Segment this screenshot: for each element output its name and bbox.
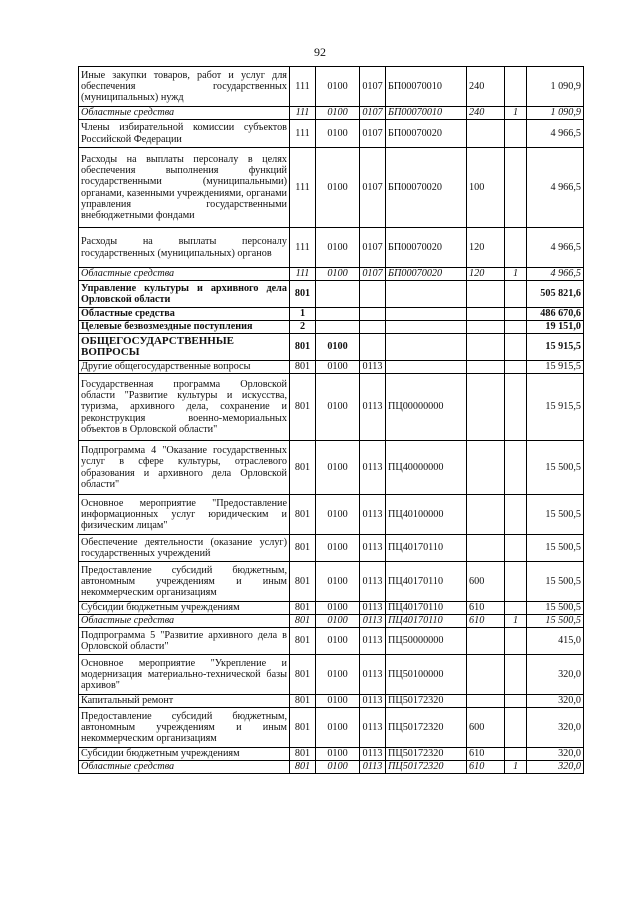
row-name-cell: Основное мероприятие "Укрепление и модернизация материально-технической базы архивов" (79, 655, 290, 695)
expense-type-cell: 240 (467, 107, 505, 120)
section-cell: 0100 (316, 495, 360, 535)
section-cell (316, 308, 360, 321)
admin-code-cell: 2 (290, 321, 316, 334)
admin-code-cell: 801 (290, 441, 316, 495)
expense-type-cell: 120 (467, 228, 505, 268)
subsection-cell (360, 281, 386, 308)
table-row (79, 148, 584, 228)
subsection-cell: 0113 (360, 441, 386, 495)
target-article-cell (386, 308, 467, 321)
section-cell: 0100 (316, 628, 360, 655)
section-cell: 0100 (316, 535, 360, 562)
page-number: 92 (314, 45, 326, 59)
target-article-cell: ПЦ40100000 (386, 495, 467, 535)
subsection-cell (360, 334, 386, 361)
admin-code-cell: 111 (290, 228, 316, 268)
funding-source-cell (505, 148, 527, 228)
amount-cell: 15 500,5 (527, 615, 584, 628)
section-cell: 0100 (316, 268, 360, 281)
amount-cell: 505 821,6 (527, 281, 584, 308)
row-name-cell: Субсидии бюджетным учреждениям (79, 602, 290, 615)
expense-type-cell (467, 441, 505, 495)
table-row (79, 374, 584, 441)
table-row (79, 748, 584, 761)
amount-cell: 4 966,5 (527, 148, 584, 228)
funding-source-cell (505, 748, 527, 761)
amount-cell: 4 966,5 (527, 228, 584, 268)
subsection-cell: 0113 (360, 628, 386, 655)
row-name-cell: Основное мероприятие "Предоставление информационных услуг юридическим и физическим лицам" (79, 495, 290, 535)
expense-type-cell (467, 281, 505, 308)
expense-type-cell (467, 655, 505, 695)
expense-type-cell: 600 (467, 562, 505, 602)
funding-source-cell (505, 321, 527, 334)
admin-code-cell: 801 (290, 361, 316, 374)
table-row (79, 67, 584, 107)
amount-cell: 15 500,5 (527, 562, 584, 602)
section-cell: 0100 (316, 708, 360, 748)
admin-code-cell: 801 (290, 628, 316, 655)
row-name-cell: Предоставление субсидий бюджетным, автономным учреждениям и иным некоммерческим организациям (79, 708, 290, 748)
amount-cell: 320,0 (527, 761, 584, 774)
amount-cell: 320,0 (527, 695, 584, 708)
subsection-cell: 0113 (360, 655, 386, 695)
admin-code-cell: 801 (290, 602, 316, 615)
subsection-cell: 0107 (360, 107, 386, 120)
section-cell: 0100 (316, 562, 360, 602)
row-name-cell: Иные закупки товаров, работ и услуг для обеспечения государственных (муниципальных) нужд (79, 67, 290, 107)
subsection-cell: 0113 (360, 374, 386, 441)
subsection-cell: 0113 (360, 615, 386, 628)
row-name-cell: Подпрограмма 4 "Оказание государственных услуг в сфере культуры, отраслевого образования и архивного дела Орловской области" (79, 441, 290, 495)
target-article-cell: БП00070020 (386, 148, 467, 228)
table-row (79, 281, 584, 308)
target-article-cell: ПЦ50172320 (386, 748, 467, 761)
amount-cell: 15 915,5 (527, 374, 584, 441)
table-row (79, 334, 584, 361)
table-row (79, 361, 584, 374)
row-name-cell: ОБЩЕГОСУДАРСТВЕННЫЕ ВОПРОСЫ (79, 334, 290, 361)
table-row (79, 708, 584, 748)
funding-source-cell: 1 (505, 268, 527, 281)
funding-source-cell (505, 562, 527, 602)
target-article-cell (386, 334, 467, 361)
amount-cell: 15 500,5 (527, 535, 584, 562)
expense-type-cell (467, 374, 505, 441)
subsection-cell: 0113 (360, 695, 386, 708)
row-name-cell: Капитальный ремонт (79, 695, 290, 708)
table-row (79, 602, 584, 615)
subsection-cell: 0113 (360, 748, 386, 761)
admin-code-cell: 801 (290, 374, 316, 441)
subsection-cell: 0107 (360, 228, 386, 268)
expense-type-cell (467, 495, 505, 535)
row-name-cell: Обеспечение деятельности (оказание услуг) государственных учреждений (79, 535, 290, 562)
table-row (79, 321, 584, 334)
subsection-cell: 0113 (360, 535, 386, 562)
table-row (79, 107, 584, 120)
funding-source-cell (505, 535, 527, 562)
target-article-cell (386, 361, 467, 374)
table-row (79, 562, 584, 602)
section-cell: 0100 (316, 361, 360, 374)
subsection-cell: 0107 (360, 148, 386, 228)
row-name-cell: Расходы на выплаты персоналу в целях обеспечения выполнения функций государственными (муниципальными) органами, казенными учреждениями, органами управления государственными внебюджетными фондами (79, 148, 290, 228)
section-cell: 0100 (316, 748, 360, 761)
expense-type-cell (467, 321, 505, 334)
row-name-cell: Областные средства (79, 308, 290, 321)
admin-code-cell: 801 (290, 748, 316, 761)
section-cell: 0100 (316, 615, 360, 628)
subsection-cell: 0113 (360, 708, 386, 748)
amount-cell: 15 500,5 (527, 602, 584, 615)
funding-source-cell (505, 628, 527, 655)
target-article-cell: БП00070020 (386, 268, 467, 281)
target-article-cell: ПЦ00000000 (386, 374, 467, 441)
amount-cell: 15 915,5 (527, 361, 584, 374)
section-cell: 0100 (316, 107, 360, 120)
target-article-cell: ПЦ50172320 (386, 761, 467, 774)
table-row (79, 120, 584, 148)
expense-type-cell: 240 (467, 67, 505, 107)
subsection-cell: 0113 (360, 602, 386, 615)
expense-type-cell: 610 (467, 761, 505, 774)
target-article-cell: БП00070020 (386, 120, 467, 148)
subsection-cell: 0107 (360, 120, 386, 148)
section-cell: 0100 (316, 148, 360, 228)
table-row (79, 655, 584, 695)
target-article-cell: ПЦ40170110 (386, 602, 467, 615)
target-article-cell: ПЦ50000000 (386, 628, 467, 655)
admin-code-cell: 801 (290, 695, 316, 708)
section-cell: 0100 (316, 374, 360, 441)
target-article-cell: ПЦ40000000 (386, 441, 467, 495)
expense-type-cell: 600 (467, 708, 505, 748)
target-article-cell: БП00070010 (386, 67, 467, 107)
table-row (79, 441, 584, 495)
subsection-cell (360, 308, 386, 321)
target-article-cell (386, 321, 467, 334)
funding-source-cell (505, 228, 527, 268)
admin-code-cell: 111 (290, 120, 316, 148)
expense-type-cell: 100 (467, 148, 505, 228)
admin-code-cell: 801 (290, 281, 316, 308)
section-cell: 0100 (316, 67, 360, 107)
budget-table (78, 66, 584, 774)
funding-source-cell (505, 708, 527, 748)
row-name-cell: Областные средства (79, 107, 290, 120)
funding-source-cell (505, 334, 527, 361)
amount-cell: 19 151,0 (527, 321, 584, 334)
funding-source-cell (505, 495, 527, 535)
table-row (79, 495, 584, 535)
expense-type-cell: 610 (467, 748, 505, 761)
expense-type-cell: 120 (467, 268, 505, 281)
amount-cell: 15 915,5 (527, 334, 584, 361)
admin-code-cell: 801 (290, 655, 316, 695)
subsection-cell: 0113 (360, 761, 386, 774)
expense-type-cell (467, 308, 505, 321)
section-cell (316, 281, 360, 308)
target-article-cell: ПЦ50172320 (386, 695, 467, 708)
row-name-cell: Члены избирательной комиссии субъектов Российской Федерации (79, 120, 290, 148)
section-cell: 0100 (316, 441, 360, 495)
row-name-cell: Субсидии бюджетным учреждениям (79, 748, 290, 761)
subsection-cell: 0107 (360, 268, 386, 281)
section-cell: 0100 (316, 655, 360, 695)
row-name-cell: Подпрограмма 5 "Развитие архивного дела в Орловской области" (79, 628, 290, 655)
admin-code-cell: 801 (290, 535, 316, 562)
table-row (79, 268, 584, 281)
admin-code-cell: 801 (290, 761, 316, 774)
row-name-cell: Управление культуры и архивного дела Орловской области (79, 281, 290, 308)
table-row (79, 535, 584, 562)
admin-code-cell: 801 (290, 562, 316, 602)
target-article-cell: БП00070020 (386, 228, 467, 268)
admin-code-cell: 1 (290, 308, 316, 321)
table-body (79, 67, 584, 774)
amount-cell: 15 500,5 (527, 495, 584, 535)
target-article-cell: ПЦ50172320 (386, 708, 467, 748)
funding-source-cell (505, 120, 527, 148)
amount-cell: 1 090,9 (527, 107, 584, 120)
funding-source-cell (505, 67, 527, 107)
admin-code-cell: 801 (290, 708, 316, 748)
expense-type-cell: 610 (467, 602, 505, 615)
funding-source-cell (505, 441, 527, 495)
subsection-cell (360, 321, 386, 334)
section-cell (316, 321, 360, 334)
expense-type-cell (467, 120, 505, 148)
section-cell: 0100 (316, 602, 360, 615)
admin-code-cell: 111 (290, 67, 316, 107)
amount-cell: 320,0 (527, 708, 584, 748)
amount-cell: 4 966,5 (527, 120, 584, 148)
table-row (79, 761, 584, 774)
table-row (79, 308, 584, 321)
expense-type-cell (467, 334, 505, 361)
funding-source-cell (505, 655, 527, 695)
admin-code-cell: 111 (290, 268, 316, 281)
row-name-cell: Другие общегосударственные вопросы (79, 361, 290, 374)
table-row (79, 628, 584, 655)
admin-code-cell: 801 (290, 495, 316, 535)
funding-source-cell (505, 281, 527, 308)
admin-code-cell: 111 (290, 107, 316, 120)
target-article-cell: ПЦ40170110 (386, 562, 467, 602)
table-row (79, 695, 584, 708)
expense-type-cell (467, 535, 505, 562)
table-row (79, 228, 584, 268)
row-name-cell: Областные средства (79, 268, 290, 281)
amount-cell: 4 966,5 (527, 268, 584, 281)
target-article-cell (386, 281, 467, 308)
row-name-cell: Расходы на выплаты персоналу государственных (муниципальных) органов (79, 228, 290, 268)
section-cell: 0100 (316, 334, 360, 361)
subsection-cell: 0113 (360, 361, 386, 374)
admin-code-cell: 801 (290, 615, 316, 628)
admin-code-cell: 111 (290, 148, 316, 228)
row-name-cell: Целевые безвозмездные поступления (79, 321, 290, 334)
section-cell: 0100 (316, 695, 360, 708)
row-name-cell: Областные средства (79, 761, 290, 774)
funding-source-cell (505, 308, 527, 321)
funding-source-cell (505, 374, 527, 441)
subsection-cell: 0113 (360, 562, 386, 602)
target-article-cell: ПЦ40170110 (386, 535, 467, 562)
admin-code-cell: 801 (290, 334, 316, 361)
amount-cell: 1 090,9 (527, 67, 584, 107)
section-cell: 0100 (316, 120, 360, 148)
target-article-cell: БП00070010 (386, 107, 467, 120)
funding-source-cell: 1 (505, 615, 527, 628)
expense-type-cell (467, 628, 505, 655)
funding-source-cell (505, 361, 527, 374)
amount-cell: 15 500,5 (527, 441, 584, 495)
row-name-cell: Областные средства (79, 615, 290, 628)
section-cell: 0100 (316, 228, 360, 268)
amount-cell: 486 670,6 (527, 308, 584, 321)
expense-type-cell (467, 695, 505, 708)
row-name-cell: Предоставление субсидий бюджетным, автономным учреждениям и иным некоммерческим организациям (79, 562, 290, 602)
target-article-cell: ПЦ40170110 (386, 615, 467, 628)
subsection-cell: 0113 (360, 495, 386, 535)
expense-type-cell (467, 361, 505, 374)
amount-cell: 320,0 (527, 748, 584, 761)
funding-source-cell: 1 (505, 107, 527, 120)
expense-type-cell: 610 (467, 615, 505, 628)
target-article-cell: ПЦ50100000 (386, 655, 467, 695)
funding-source-cell (505, 602, 527, 615)
row-name-cell: Государственная программа Орловской области "Развитие культуры и искусства, туризма, архивного дела, сохранение и реконструкция военно-мемориальных объектов в Орловской области" (79, 374, 290, 441)
amount-cell: 415,0 (527, 628, 584, 655)
section-cell: 0100 (316, 761, 360, 774)
amount-cell: 320,0 (527, 655, 584, 695)
funding-source-cell: 1 (505, 761, 527, 774)
funding-source-cell (505, 695, 527, 708)
subsection-cell: 0107 (360, 67, 386, 107)
table-row (79, 615, 584, 628)
